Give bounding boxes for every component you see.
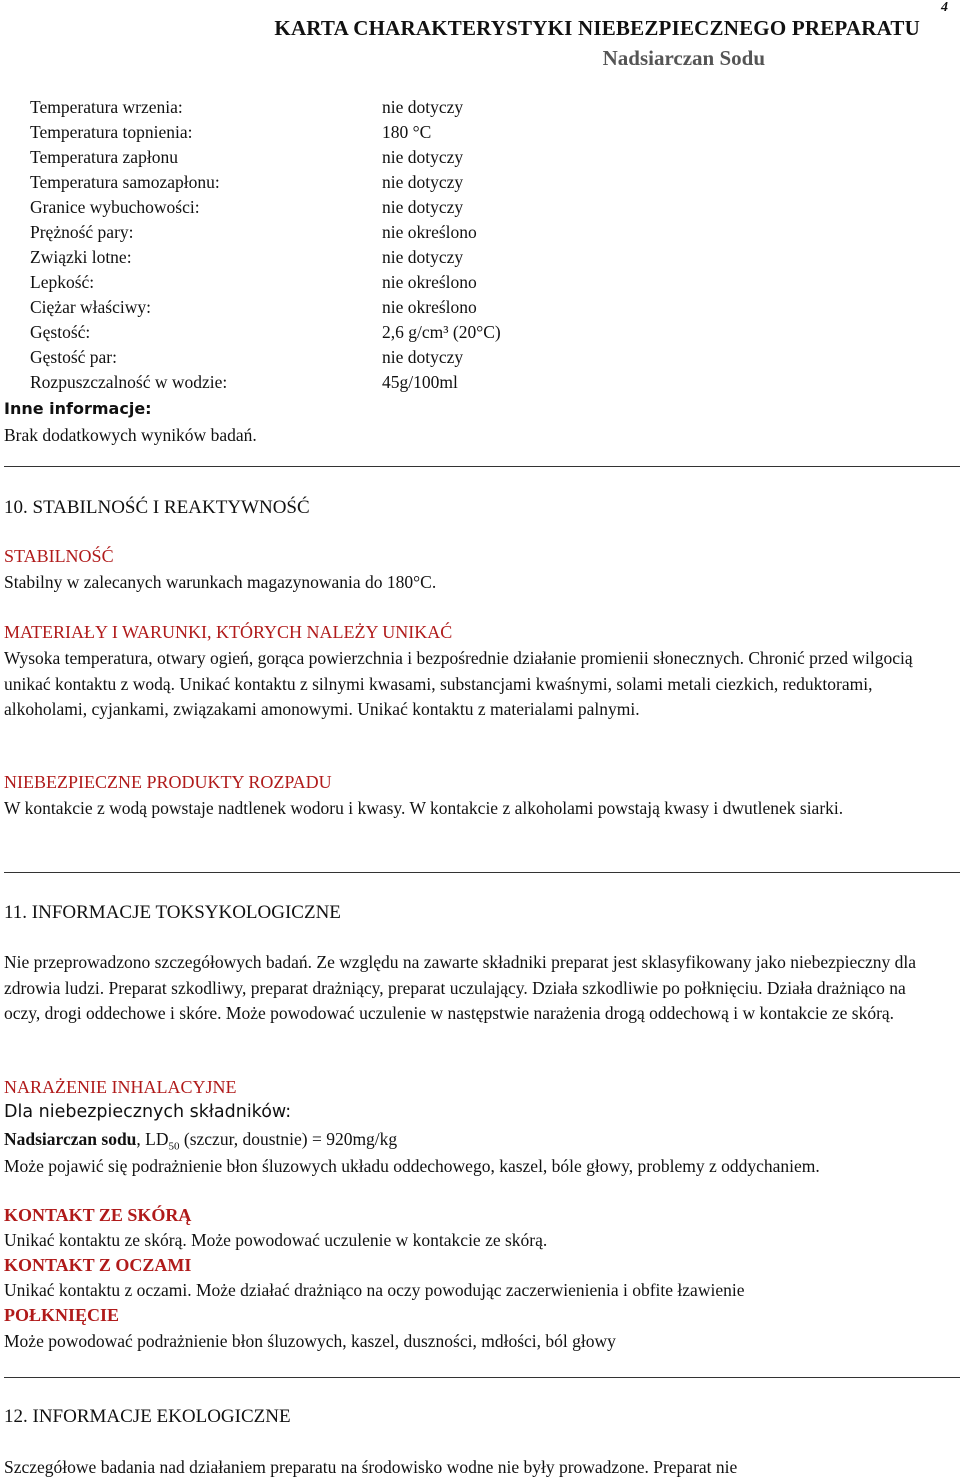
swallowing-text: Może powodować podrażnienie błon śluzowych, kaszel, duszności, mdłości, ból głowy: [4, 1331, 616, 1351]
property-label: Rozpuszczalność w wodzie:: [30, 372, 228, 392]
eye-contact-heading: KONTAKT Z OCZAMI: [4, 1255, 192, 1275]
page-number: 4: [941, 0, 948, 15]
property-value: nie dotyczy: [382, 97, 464, 117]
stability-heading: STABILNOŚĆ: [4, 546, 114, 566]
property-label: Gęstość par:: [30, 347, 117, 367]
property-label: Temperatura topnienia:: [30, 122, 193, 142]
property-value: nie określono: [382, 297, 477, 317]
section-divider: [4, 872, 960, 873]
property-label: Temperatura wrzenia:: [30, 97, 183, 117]
swallowing-heading: POŁKNIĘCIE: [4, 1305, 120, 1325]
inhalation-text: Może pojawić się podrażnienie błon śluzowych układu oddechowego, kaszel, bóle głowy, problemy z oddychaniem.: [4, 1156, 820, 1176]
section-divider: [4, 1377, 960, 1378]
other-info-text: Brak dodatkowych wyników badań.: [4, 425, 257, 445]
property-label: Temperatura samozapłonu:: [30, 172, 220, 192]
decomposition-text: W kontakcie z wodą powstaje nadtlenek wodoru i kwasy. W kontakcie z alkoholami powstają kwasy i dwutlenek siarki.: [4, 798, 844, 818]
property-label: Granice wybuchowości:: [30, 197, 200, 217]
property-value: nie dotyczy: [382, 347, 464, 367]
property-label: Gęstość:: [30, 322, 91, 342]
inhalation-heading: NARAŻENIE INHALACYJNE: [4, 1077, 237, 1097]
skin-contact-heading: KONTAKT ZE SKÓRĄ: [4, 1205, 192, 1225]
avoid-heading: MATERIAŁY I WARUNKI, KTÓRYCH NALEŻY UNIKAĆ: [4, 622, 453, 642]
toxicology-intro: Nie przeprowadzono szczegółowych badań. Ze względu na zawarte składniki preparat jest sklasyfikowany jako niebezpieczny dla zdrowia ludzi. Preparat szkodliwy, preparat drażniący, preparat uczulający. Działa szkodliwie po połknięciu. Działa drażniąco na oczy, drogi oddechowe i skóre. Może powodować uczulenie w następstwie narażenia drogą oddechową i w kontakcie ze skórą.: [4, 952, 917, 1023]
section-10-title: 10. STABILNOŚĆ I REAKTYWNOŚĆ: [4, 497, 310, 518]
stability-text: Stabilny w zalecanych warunkach magazynowania do 180°C.: [4, 572, 437, 592]
property-value: nie dotyczy: [382, 172, 464, 192]
section-divider: [4, 466, 960, 467]
property-value: nie dotyczy: [382, 247, 464, 267]
property-value: nie dotyczy: [382, 147, 464, 167]
property-label: Prężność pary:: [30, 222, 134, 242]
section-11-title: 11. INFORMACJE TOKSYKOLOGICZNE: [4, 902, 341, 923]
other-info-heading: Inne informacje:: [4, 399, 152, 418]
document-title: KARTA CHARAKTERYSTYKI NIEBEZPIECZNEGO PREPARATU: [274, 16, 920, 40]
property-value: nie dotyczy: [382, 197, 464, 217]
property-label: Lepkość:: [30, 272, 95, 292]
dangerous-components-label: Dla niebezpiecznych składników:: [4, 1102, 292, 1122]
property-value: nie określono: [382, 272, 477, 292]
ld-subscript: 50: [168, 1140, 180, 1153]
property-label: Temperatura zapłonu: [30, 147, 178, 167]
skin-contact-text: Unikać kontaktu ze skórą. Może powodować uczulenie w kontakcie ze skórą.: [4, 1230, 548, 1250]
section-12-title: 12. INFORMACJE EKOLOGICZNE: [4, 1406, 291, 1427]
ld50-line: Nadsiarczan sodu, $LD_{50}$ (szczur, doustnie) = 920mg/kg: [4, 1129, 398, 1153]
property-label: Związki lotne:: [30, 247, 132, 267]
avoid-text: Wysoka temperatura, otwary ogień, gorąca powierzchnia i bezpośrednie działanie promienii słonecznych. Chronić przed wilgocią unikać kontaktu z wodą. Unikać kontaktu z silnymi kwasami, substancjami kwaśnymi, solami metali ciezkich, reduktorami, alkoholami, cyjankami, związakami amonowymi. Unikać kontaktu z materialami palnymi.: [4, 648, 913, 719]
product-name: Nadsiarczan Sodu: [602, 46, 765, 70]
substance-name: Nadsiarczan sodu: [4, 1129, 137, 1149]
property-value: 180 °C: [382, 122, 432, 142]
property-value: 2,6 g/cm³ (20°C): [382, 322, 501, 342]
property-value: nie określono: [382, 222, 477, 242]
ecology-text: Szczegółowe badania nad działaniem preparatu na środowisko wodne nie były prowadzone. Preparat nie: [4, 1457, 738, 1477]
eye-contact-text: Unikać kontaktu z oczami. Może działać drażniąco na oczy powodując zaczerwienienia i obfite łzawienie: [4, 1280, 745, 1300]
decomposition-heading: NIEBEZPIECZNE PRODUKTY ROZPADU: [4, 772, 332, 792]
property-label: Ciężar właściwy:: [30, 297, 151, 317]
property-value: 45g/100ml: [382, 372, 458, 392]
